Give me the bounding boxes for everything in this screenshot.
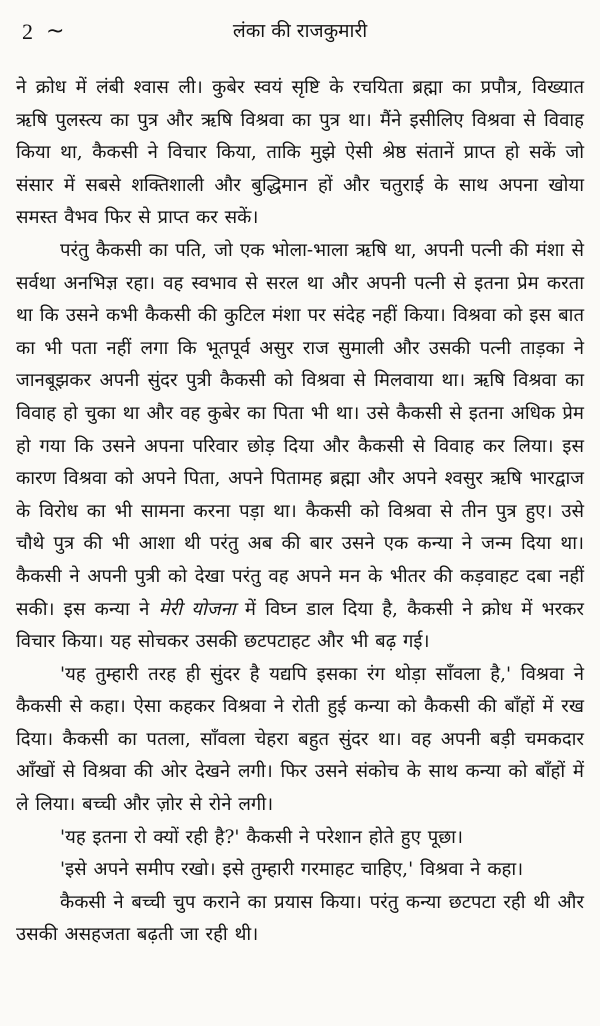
emphasis-mera-yojana: मेरी योजना (158, 598, 236, 620)
paragraph-1: ने क्रोध में लंबी श्वास ली। कुबेर स्वयं सृष्टि के रचयिता ब्रह्मा का प्रपौत्र, विख्यात ऋषि पुलस्त्य का पुत्र और ऋषि विश्रवा का पुत्र था। मैंने इसीलिए विश्रवा से विवाह किया था, कैकसी ने विचार किया, ताकि मुझे ऐसी श्रेष्ठ संतानें प्राप्त हो सकें जो संसार में सबसे शक्तिशाली और बुद्धिमान हों और चतुराई के साथ अपना खोया समस्त वैभव फिर से प्राप्त कर सकें। (16, 77, 584, 229)
running-head (16, 14, 584, 52)
paragraph-2 (16, 235, 584, 659)
page-number: 2 (22, 19, 33, 44)
paragraph-2-text-before: परंतु कैकसी का पति, जो एक भोला-भाला ऋषि था, अपनी पत्नी की मंशा से सर्वथा अनभिज्ञ रहा। वह स्वभाव से सरल था और अपनी पत्नी से इतना प्रेम करता था कि उसने कभी कैकसी की कुटिल मंशा पर संदेह नहीं किया। विश्रवा को इस बात का भी पता नहीं लगा कि भूतपूर्व असुर राज सुमाली और उसकी पत्नी ताड़का ने जानबूझकर अपनी सुंदर पुत्री कैकसी को विश्रवा से मिलवाया था। ऋषि विश्रवा का विवाह हो चुका था और वह कुबेर का पिता भी था। उसे कैकसी से इतना अधिक प्रेम हो गया कि उसने अपना परिवार छोड़ दिया और कैकसी से विवाह कर लिया। इस कारण विश्रवा को अपने पिता, अपने पितामह ब्रह्मा और अपने श्वसुर ऋषि भारद्वाज के विरोध का भी सामना करना पड़ा था। कैकसी को विश्रवा से तीन पुत्र हुए। उसे चौथे पुत्र की भी आशा थी परंतु अब की बार उसने एक कन्या ने जन्म दिया था। कैकसी ने अपनी पुत्री को देखा परंतु वह अपने मन के भीतर की कड़वाहट दबा नहीं सकी। इस कन्या ने (16, 239, 584, 620)
paragraph-5: 'इसे अपने समीप रखो। इसे तुम्हारी गरमाहट चाहिए,' विश्रवा ने कहा। (60, 859, 524, 881)
body-text (16, 72, 584, 952)
tilde-ornament-icon: ~ (46, 19, 65, 44)
paragraph-6: कैकसी ने बच्ची चुप कराने का प्रयास किया। परंतु कन्या छटपटा रही थी और उसकी असहजता बढ़ती जा रही थी। (16, 891, 584, 946)
book-title: लंका की राजकुमारी (232, 20, 368, 42)
paragraph-3: 'यह तुम्हारी तरह ही सुंदर है यद्यपि इसका रंग थोड़ा साँवला है,' विश्रवा ने कैकसी से कहा। ऐसा कहकर विश्रवा ने रोती हुई कन्या को कैकसी की बाँहों में रख दिया। कैकसी का पतला, साँवला चेहरा बहुत सुंदर था। वह अपनी बड़ी चमकदार आँखों से विश्रवा की ओर देखने लगी। फिर उसने संकोच के साथ कन्या को बाँहों में ले लिया। बच्ची और ज़ोर से रोने लगी। (16, 663, 584, 816)
paragraph-2-text-after: में विघ्न डाल दिया है, कैकसी ने क्रोध में भरकर विचार किया। यह सोचकर उसकी छटपटाहट और भी बढ़ गई। (16, 598, 584, 653)
paragraph-4: 'यह इतना रो क्यों रही है?' कैकसी ने परेशान होते हुए पूछा। (60, 826, 463, 848)
